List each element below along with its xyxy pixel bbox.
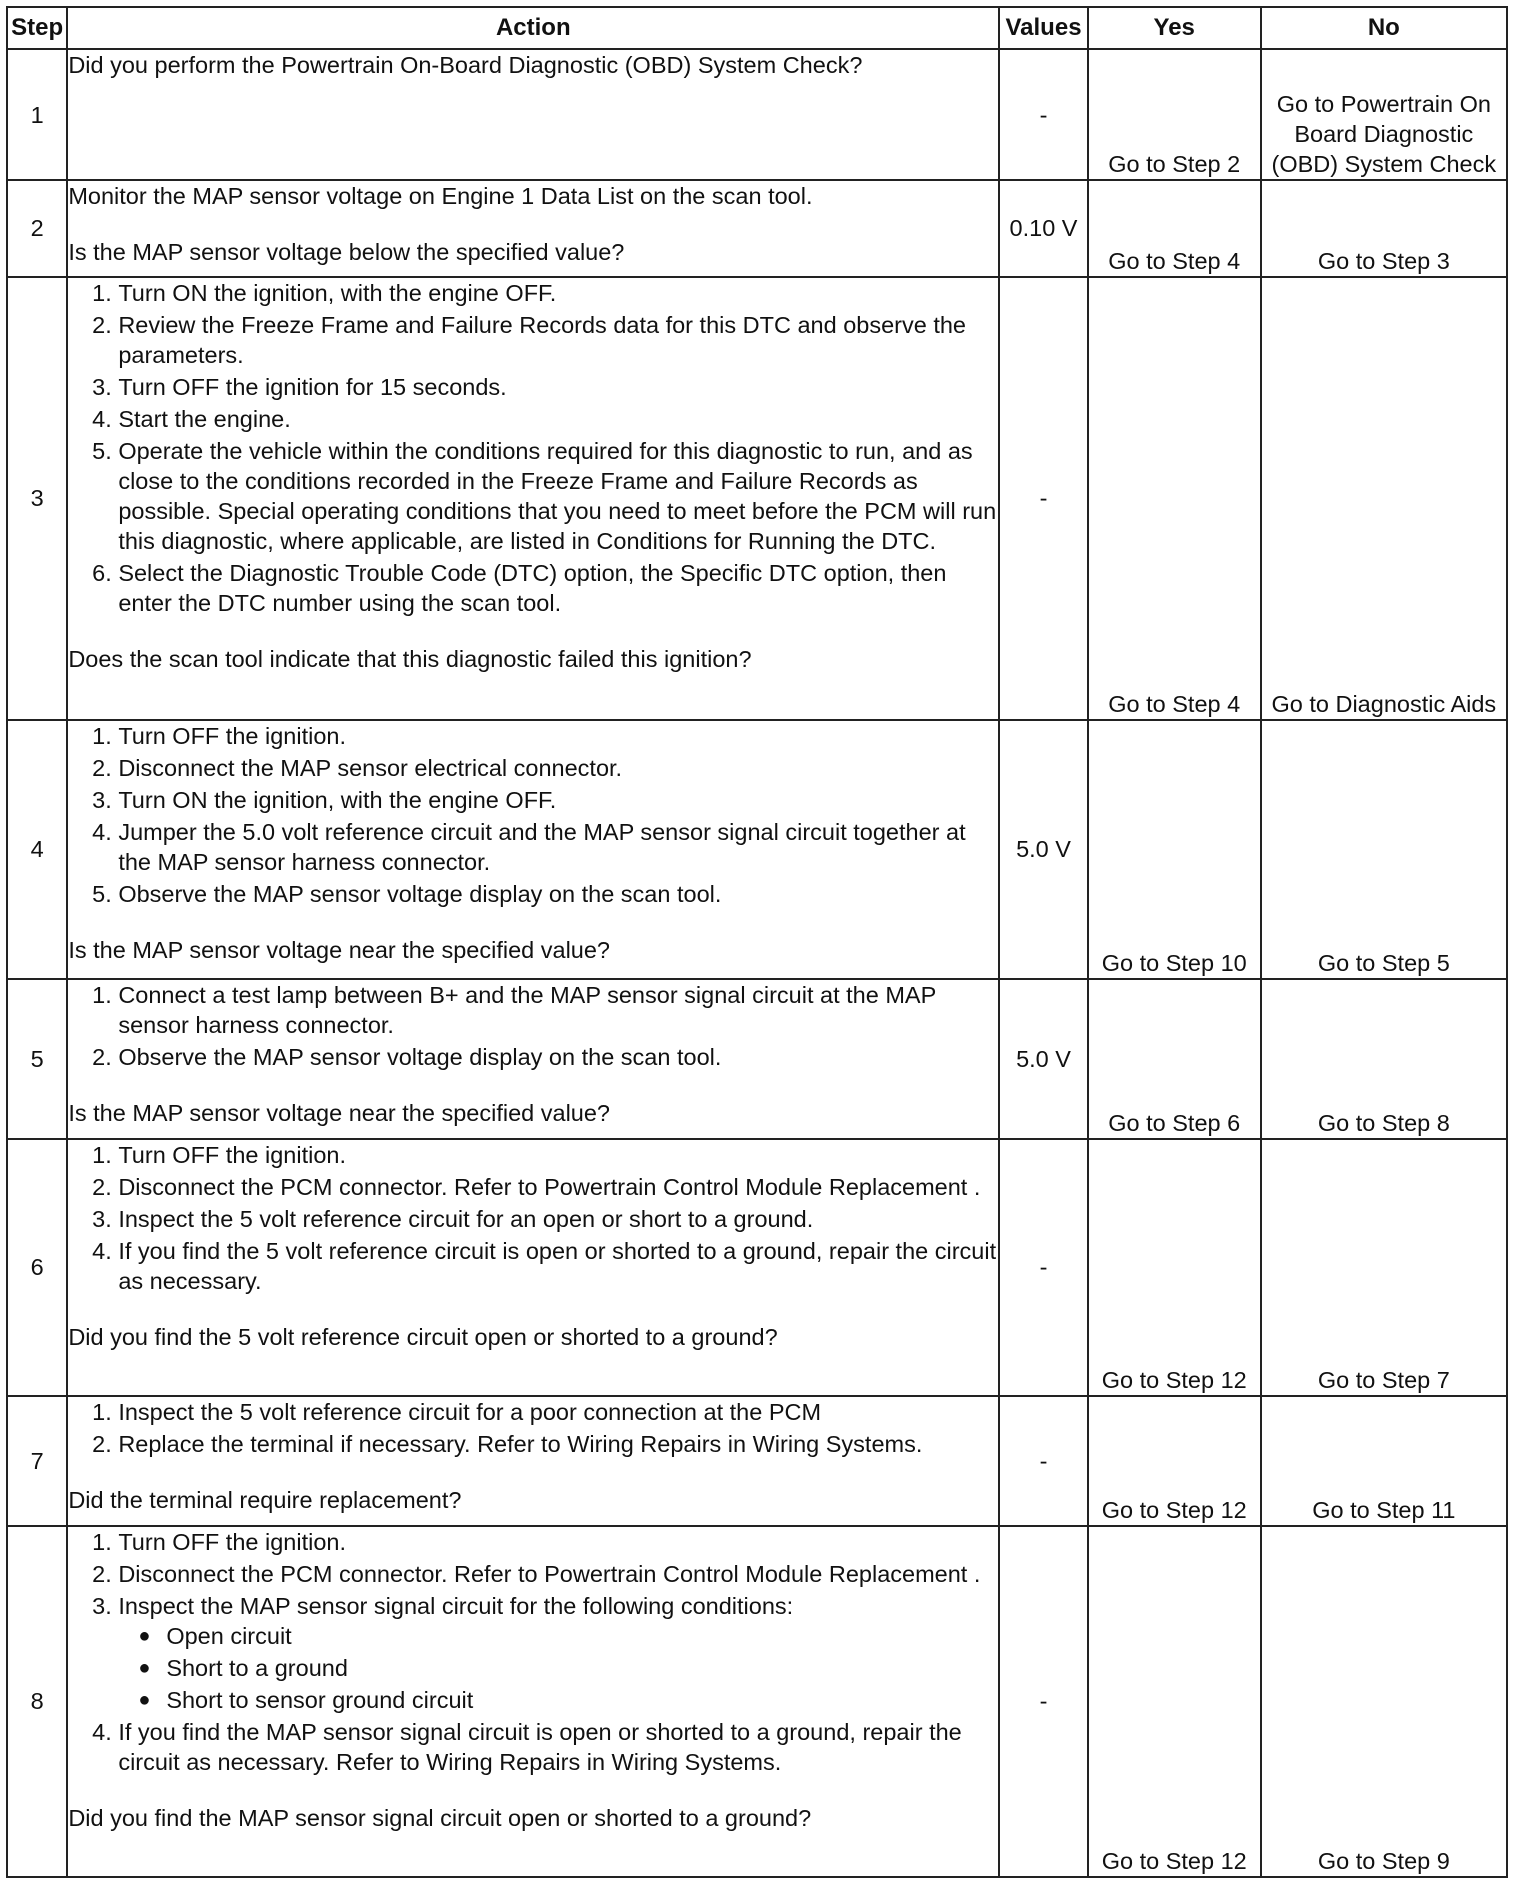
action-lead: Did you perform the Powertrain On-Board Diagnostic (OBD) System Check? (68, 52, 863, 78)
yes-cell: Go to Step 12 (1088, 1139, 1261, 1396)
value-cell: - (999, 277, 1087, 720)
header-no: No (1261, 7, 1507, 49)
yes-cell: Go to Step 10 (1088, 720, 1261, 979)
list-item: 3. Turn ON the ignition, with the engine OFF. (118, 785, 998, 815)
action-question: Did the terminal require replacement? (68, 1486, 462, 1513)
table-row (7, 979, 1507, 1139)
list-item: 1. Turn OFF the ignition. (118, 721, 998, 751)
list-item-text: Inspect the MAP sensor signal circuit for the following conditions: (118, 1592, 794, 1619)
action-steps (68, 980, 998, 1072)
action-cell (67, 49, 999, 180)
value-cell: - (999, 1139, 1087, 1396)
step-number: 2 (7, 180, 67, 276)
list-item: 1. Turn OFF the ignition. (118, 1140, 998, 1170)
header-action: Action (67, 7, 999, 49)
list-item: 6. Select the Diagnostic Trouble Code (DTC) option, the Specific DTC option, then enter the DTC number using the scan tool. (118, 558, 998, 618)
step-number: 4 (7, 720, 67, 979)
list-item: 5. Observe the MAP sensor voltage display on the scan tool. (118, 879, 998, 909)
list-item: 3. Turn OFF the ignition for 15 seconds. (118, 372, 998, 402)
action-cell (67, 1396, 999, 1526)
action-cell (67, 180, 999, 276)
list-item: 2. Replace the terminal if necessary. Refer to Wiring Repairs in Wiring Systems. (118, 1429, 998, 1459)
no-cell: Go to Diagnostic Aids (1261, 277, 1507, 720)
list-item: 4. If you find the MAP sensor signal circuit is open or shorted to a ground, repair the circuit as necessary. Refer to Wiring Repairs in Wiring Systems. (118, 1717, 998, 1777)
list-item: 1. Inspect the 5 volt reference circuit for a poor connection at the PCM (118, 1397, 998, 1427)
yes-cell: Go to Step 4 (1088, 277, 1261, 720)
value-cell: 5.0 V (999, 720, 1087, 979)
action-cell (67, 1526, 999, 1877)
list-item: 2. Review the Freeze Frame and Failure Records data for this DTC and observe the parameters. (118, 310, 998, 370)
action-cell (67, 277, 999, 720)
table-row (7, 277, 1507, 720)
action-steps (68, 1527, 998, 1777)
action-steps (68, 1140, 998, 1296)
header-step: Step (7, 7, 67, 49)
bullet-item: ● Short to a ground (166, 1653, 998, 1683)
value-cell: 5.0 V (999, 979, 1087, 1139)
no-cell: Go to Step 8 (1261, 979, 1507, 1139)
step-number: 5 (7, 979, 67, 1139)
action-question: Is the MAP sensor voltage near the specified value? (68, 1099, 611, 1126)
action-question: Is the MAP sensor voltage below the specified value? (68, 239, 625, 266)
yes-cell: Go to Step 4 (1088, 180, 1261, 276)
step-number: 8 (7, 1526, 67, 1877)
action-cell (67, 720, 999, 979)
no-cell: Go to Step 9 (1261, 1526, 1507, 1877)
action-question: Did you find the MAP sensor signal circuit open or shorted to a ground? (68, 1804, 812, 1831)
bullet-item: ● Short to sensor ground circuit (166, 1685, 998, 1715)
no-cell: Go to Step 5 (1261, 720, 1507, 979)
table-row (7, 1396, 1507, 1526)
value-cell: - (999, 1396, 1087, 1526)
step-number: 6 (7, 1139, 67, 1396)
list-item: 2. Disconnect the PCM connector. Refer to Powertrain Control Module Replacement . (118, 1172, 998, 1202)
yes-cell: Go to Step 12 (1088, 1526, 1261, 1877)
list-item: 4. Start the engine. (118, 404, 998, 434)
list-item (118, 1591, 998, 1715)
list-item: 2. Disconnect the MAP sensor electrical connector. (118, 753, 998, 783)
action-question: Did you find the 5 volt reference circuit open or shorted to a ground? (68, 1323, 778, 1350)
bullet-item: ● Open circuit (166, 1621, 998, 1651)
list-item: 4. Jumper the 5.0 volt reference circuit and the MAP sensor signal circuit together at the MAP sensor harness connector. (118, 817, 998, 877)
table-row (7, 720, 1507, 979)
action-steps (68, 721, 998, 909)
table-row (7, 49, 1507, 180)
list-item: 1. Connect a test lamp between B+ and the MAP sensor signal circuit at the MAP sensor harness connector. (118, 980, 998, 1040)
header-row (7, 7, 1507, 49)
header-values: Values (999, 7, 1087, 49)
no-cell: Go to Step 11 (1261, 1396, 1507, 1526)
no-cell: Go to Powertrain On Board Diagnostic (OBD) System Check (1261, 49, 1507, 180)
value-cell: - (999, 1526, 1087, 1877)
yes-cell: Go to Step 6 (1088, 979, 1261, 1139)
step-number: 7 (7, 1396, 67, 1526)
table-row (7, 1139, 1507, 1396)
diagnostic-table (6, 6, 1508, 1878)
action-steps (68, 278, 998, 618)
action-steps (68, 1397, 998, 1459)
value-cell: 0.10 V (999, 180, 1087, 276)
action-question: Does the scan tool indicate that this diagnostic failed this ignition? (68, 645, 752, 672)
list-item: 1. Turn OFF the ignition. (118, 1527, 998, 1557)
value-cell: - (999, 49, 1087, 180)
list-item: 2. Disconnect the PCM connector. Refer to Powertrain Control Module Replacement . (118, 1559, 998, 1589)
list-item: 5. Operate the vehicle within the conditions required for this diagnostic to run, and as close to the conditions recorded in the Freeze Frame and Failure Records as possible. Special operating conditions that you need to meet before the PCM will run this diagnostic, where applicable, are listed in Conditions for Running the DTC. (118, 436, 998, 556)
action-cell (67, 979, 999, 1139)
list-item: 3. Inspect the 5 volt reference circuit for an open or short to a ground. (118, 1204, 998, 1234)
no-cell: Go to Step 7 (1261, 1139, 1507, 1396)
step-number: 1 (7, 49, 67, 180)
yes-cell: Go to Step 2 (1088, 49, 1261, 180)
header-yes: Yes (1088, 7, 1261, 49)
yes-cell: Go to Step 12 (1088, 1396, 1261, 1526)
list-item: 1. Turn ON the ignition, with the engine OFF. (118, 278, 998, 308)
step-number: 3 (7, 277, 67, 720)
list-item: 4. If you find the 5 volt reference circuit is open or shorted to a ground, repair the circuit as necessary. (118, 1236, 998, 1296)
table-row (7, 1526, 1507, 1877)
list-item: 2. Observe the MAP sensor voltage display on the scan tool. (118, 1042, 998, 1072)
action-lead: Monitor the MAP sensor voltage on Engine 1 Data List on the scan tool. (68, 183, 813, 210)
no-cell: Go to Step 3 (1261, 180, 1507, 276)
action-cell (67, 1139, 999, 1396)
condition-list (118, 1621, 998, 1715)
table-row (7, 180, 1507, 276)
action-question: Is the MAP sensor voltage near the specified value? (68, 936, 611, 963)
